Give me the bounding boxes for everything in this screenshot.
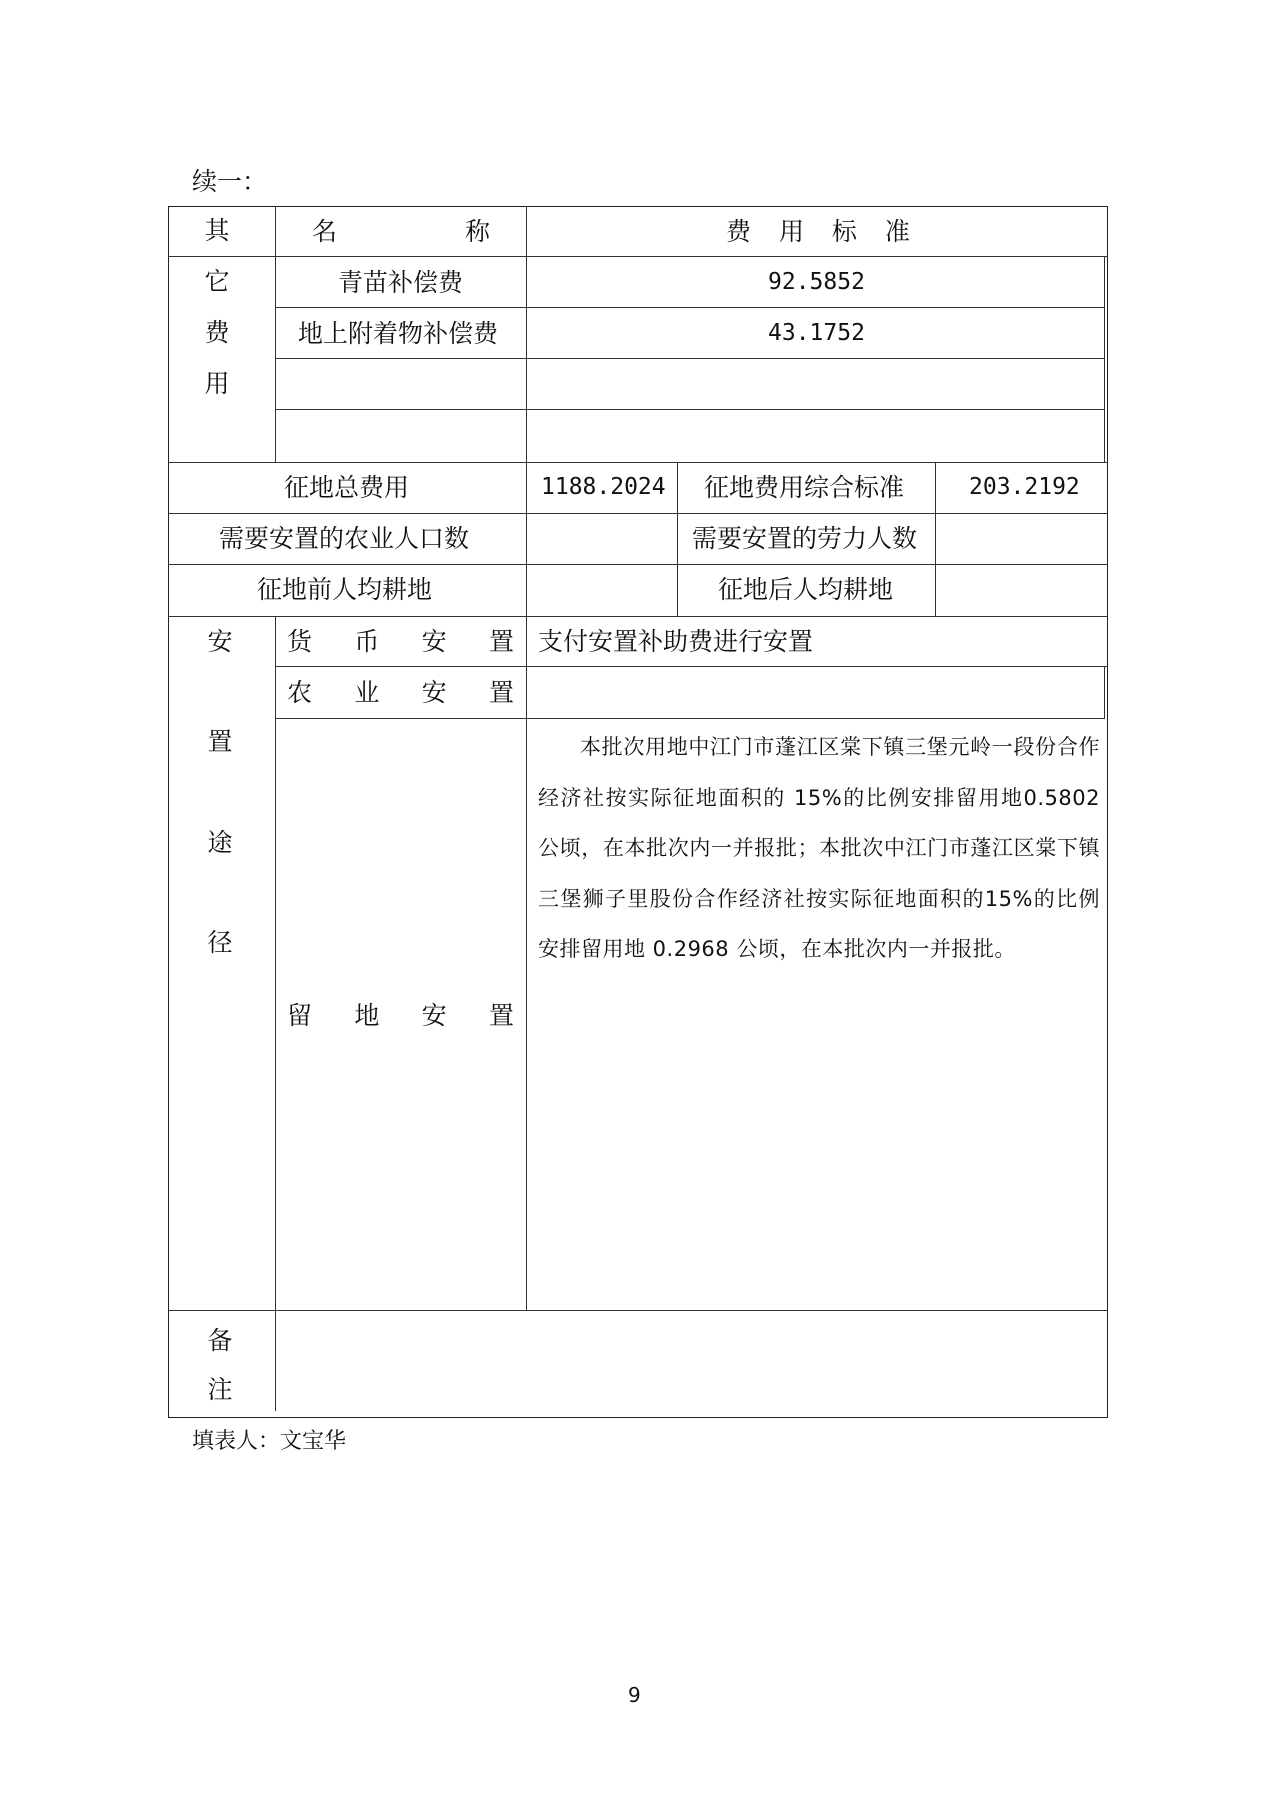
row-divider — [168, 564, 1108, 565]
column-divider — [677, 462, 678, 616]
column-divider — [935, 462, 936, 616]
row-divider — [168, 256, 1108, 257]
standard-label: 征地费用综合标准 — [704, 473, 905, 502]
other-fees-label-2: 它 — [204, 267, 230, 296]
header-name-char: 名 — [312, 217, 338, 246]
other-fees-label-1: 其 — [204, 216, 230, 245]
total-cost-value: 1188.2024 — [541, 474, 666, 500]
row-divider — [168, 513, 1108, 514]
before-farmland-label: 征地前人均耕地 — [257, 575, 433, 604]
label-char: 置 — [488, 627, 514, 656]
labor-label: 需要安置的劳力人数 — [692, 524, 918, 553]
label-char: 地 — [354, 1001, 380, 1030]
fee-value-seedling: 92.5852 — [768, 269, 865, 295]
column-divider — [1104, 256, 1105, 462]
remarks-label-1: 备 — [207, 1326, 233, 1355]
row-divider — [168, 1310, 1108, 1311]
column-divider — [275, 616, 276, 1411]
placement-label-3: 途 — [207, 828, 233, 857]
column-divider — [275, 206, 276, 463]
form-filler: 填表人：文宝华 — [192, 1429, 347, 1454]
label-char: 业 — [354, 678, 380, 707]
row-divider — [168, 616, 1108, 617]
population-label: 需要安置的农业人口数 — [219, 524, 470, 553]
standard-value: 203.2192 — [969, 474, 1080, 500]
header-name-char: 称 — [464, 217, 490, 246]
header-standard: 费 用 标 准 — [726, 217, 920, 246]
label-char: 农 — [287, 678, 313, 707]
other-fees-label-4: 用 — [204, 369, 230, 398]
label-char: 安 — [421, 627, 447, 656]
placement-label-2: 置 — [207, 727, 233, 756]
header-name — [312, 219, 490, 244]
land-placement-label — [287, 1003, 514, 1028]
label-char: 安 — [421, 1001, 447, 1030]
label-char: 货 — [287, 627, 313, 656]
label-char: 安 — [421, 678, 447, 707]
fee-name-attachments: 地上附着物补偿费 — [298, 319, 499, 348]
land-placement-description: 本批次用地中江门市蓬江区棠下镇三堡元岭一段份合作经济社按实际征地面积的 15%的比例安排留用地0.5802 公顷，在本批次内一并报批；本批次中江门市蓬江区棠下镇三堡狮子里股份合作经济社按实际征地面积的15%的比例安排留用地 0.2968 公顷，在本批次内一并报批。 — [538, 735, 1100, 961]
fee-value-attachments: 43.1752 — [768, 320, 865, 346]
agricultural-placement-label — [287, 680, 514, 705]
label-char: 留 — [287, 1001, 313, 1030]
row-divider — [275, 358, 1105, 359]
row-divider — [275, 718, 1105, 719]
row-divider — [275, 409, 1105, 410]
placement-label-1: 安 — [207, 627, 233, 656]
monetary-placement-value: 支付安置补助费进行安置 — [538, 627, 814, 656]
label-char: 置 — [488, 1001, 514, 1030]
after-farmland-label: 征地后人均耕地 — [718, 575, 894, 604]
column-divider — [1104, 666, 1105, 718]
fee-name-seedling: 青苗补偿费 — [338, 268, 464, 297]
row-divider — [275, 666, 1108, 667]
row-divider — [275, 307, 1105, 308]
remarks-label-2: 注 — [207, 1375, 233, 1404]
page-number: 9 — [628, 1683, 641, 1707]
total-cost-label: 征地总费用 — [284, 473, 410, 502]
monetary-placement-label — [287, 629, 514, 654]
column-divider — [526, 206, 527, 616]
continuation-heading: 续一： — [192, 167, 268, 196]
placement-label-4: 径 — [207, 928, 233, 957]
other-fees-label-3: 费 — [204, 318, 230, 347]
label-char: 币 — [354, 627, 380, 656]
label-char: 置 — [488, 678, 514, 707]
column-divider — [526, 616, 527, 1310]
row-divider — [168, 462, 1108, 463]
